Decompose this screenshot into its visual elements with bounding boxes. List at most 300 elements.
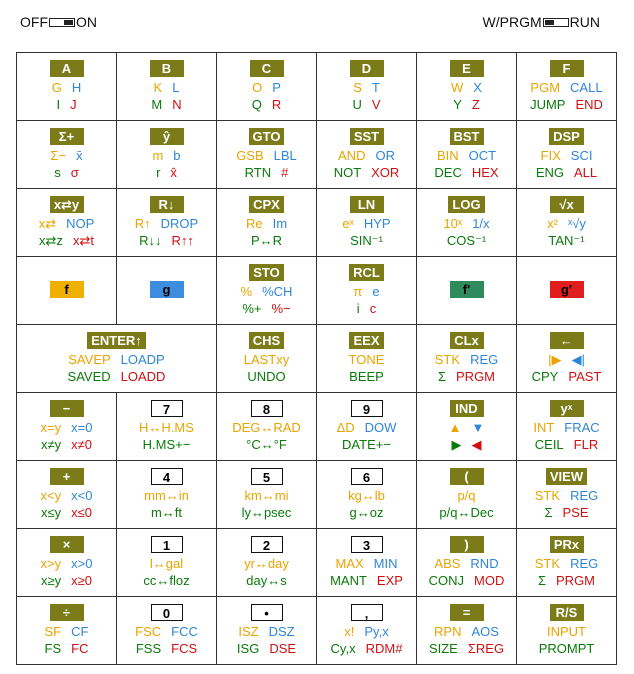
shifted-labels <box>548 351 585 368</box>
function-label: ◀ <box>471 437 482 452</box>
key-button[interactable]: g <box>150 281 184 298</box>
key-button[interactable]: CHS <box>249 332 284 349</box>
shifted-labels <box>68 351 164 368</box>
key-button[interactable]: 4 <box>151 468 183 485</box>
function-label: |▶ <box>548 352 562 367</box>
function-label: Z <box>471 97 480 112</box>
alt-labels <box>45 640 89 657</box>
alt-labels <box>246 572 286 589</box>
function-label: x̄ <box>76 148 83 163</box>
function-label: JUMP <box>530 97 566 112</box>
function-label: W <box>451 80 464 95</box>
function-label: Py,x <box>364 624 389 639</box>
function-label: TAN⁻¹ <box>548 233 585 248</box>
alt-labels <box>350 504 384 521</box>
function-label: ▶ <box>451 437 462 452</box>
shifted-labels <box>337 419 397 436</box>
key-button[interactable]: EEX <box>349 332 383 349</box>
function-label: ALL <box>574 165 598 180</box>
function-label: OR <box>375 148 395 163</box>
function-label: LBL <box>273 148 297 163</box>
function-label: s <box>54 165 61 180</box>
function-label: FSC <box>135 624 162 639</box>
function-label: x<0 <box>71 488 93 503</box>
function-label: H.MS+− <box>142 437 191 452</box>
function-label: p/q↔Dec <box>439 505 494 520</box>
function-label: H↔H.MS <box>139 420 194 435</box>
function-label: SIZE <box>428 641 458 656</box>
function-label: Σ <box>437 369 447 384</box>
alt-labels <box>350 232 383 249</box>
key-cell <box>17 393 117 461</box>
key-button[interactable]: CLx <box>450 332 484 349</box>
alt-labels <box>237 640 296 657</box>
key-cell <box>17 597 117 665</box>
key-cell <box>317 393 417 461</box>
alt-labels <box>251 232 282 249</box>
shifted-labels <box>144 487 189 504</box>
key-button[interactable]: 6 <box>351 468 383 485</box>
shifted-labels <box>45 623 89 640</box>
power-off-label: OFF <box>20 14 48 30</box>
key-button[interactable]: LN <box>350 196 384 213</box>
key-button[interactable]: √x <box>550 196 584 213</box>
key-button[interactable]: IND <box>450 400 484 417</box>
function-label: ISZ <box>238 624 259 639</box>
function-label: e <box>372 284 380 299</box>
function-label: DSE <box>269 641 297 656</box>
function-label: NOP <box>66 216 95 231</box>
function-label: S <box>353 80 362 95</box>
key-cell <box>517 393 617 461</box>
key-button[interactable]: ( <box>450 468 484 485</box>
shifted-labels <box>457 487 475 504</box>
key-button[interactable]: × <box>50 536 84 553</box>
key-cell <box>117 53 217 121</box>
key-cell <box>217 393 317 461</box>
key-cell <box>217 597 317 665</box>
key-button[interactable]: C <box>250 60 284 77</box>
key-cell <box>517 189 617 257</box>
function-label: R↓↓ <box>139 233 162 248</box>
function-label: P↔R <box>250 233 283 248</box>
key-button[interactable]: F <box>550 60 584 77</box>
shifted-labels <box>244 555 289 572</box>
key-cell <box>417 257 517 325</box>
function-label: Cy,x <box>330 641 356 656</box>
function-label: T <box>371 80 380 95</box>
shifted-labels <box>246 215 287 232</box>
key-cell <box>217 121 317 189</box>
shifted-labels <box>451 79 482 96</box>
function-label: ly↔psec <box>241 505 292 520</box>
mode-switch[interactable] <box>483 14 600 30</box>
function-label: PRGM <box>456 369 496 384</box>
key-cell <box>417 121 517 189</box>
key-cell <box>317 461 417 529</box>
alt-labels <box>143 436 191 453</box>
function-label: x≠0 <box>71 437 92 452</box>
key-button[interactable]: ) <box>450 536 484 553</box>
function-label: FCS <box>171 641 198 656</box>
key-button[interactable]: yˣ <box>550 400 584 417</box>
key-button[interactable]: GTO <box>249 128 285 145</box>
alt-labels <box>245 164 289 181</box>
alt-labels <box>539 640 595 657</box>
shifted-labels <box>353 79 380 96</box>
function-label: O <box>252 80 263 95</box>
function-label: g↔oz <box>349 505 384 520</box>
function-label: m↔ft <box>150 505 183 520</box>
shifted-labels <box>236 147 297 164</box>
function-label: SAVED <box>67 369 111 384</box>
shifted-labels <box>244 487 288 504</box>
alt-labels <box>536 164 597 181</box>
key-cell <box>117 189 217 257</box>
alt-labels <box>532 368 602 385</box>
shifted-labels <box>335 555 397 572</box>
key-button[interactable]: STO <box>249 264 284 281</box>
key-button[interactable]: ŷ <box>150 128 184 145</box>
function-label: CF <box>71 624 89 639</box>
key-cell <box>517 257 617 325</box>
function-label: σ <box>70 165 79 180</box>
key-button[interactable]: Σ+ <box>50 128 84 145</box>
alt-labels <box>246 436 287 453</box>
function-label: x⇄ <box>38 216 57 231</box>
function-label: Σ− <box>50 148 67 163</box>
shifted-labels <box>535 555 598 572</box>
alt-labels <box>151 96 181 113</box>
alt-labels <box>334 164 400 181</box>
function-label: FIX <box>540 148 561 163</box>
key-cell <box>317 529 417 597</box>
key-button[interactable]: g' <box>550 281 584 298</box>
key-cell <box>217 325 317 393</box>
function-label: day↔s <box>246 573 287 588</box>
key-cell <box>217 529 317 597</box>
function-label: mm↔in <box>144 488 189 503</box>
function-label: CPY <box>531 369 559 384</box>
function-label: CALL <box>570 80 603 95</box>
key-cell <box>417 325 517 393</box>
shifted-labels <box>443 215 489 232</box>
function-label: FRAC <box>564 420 600 435</box>
alt-labels <box>68 368 166 385</box>
shifted-labels <box>547 623 586 640</box>
function-label: NOT <box>333 165 362 180</box>
function-label: x² <box>547 216 558 231</box>
function-label: REG <box>570 556 599 571</box>
function-label: MIN <box>373 556 398 571</box>
function-label: LASTxy <box>243 352 290 367</box>
mode-switch-slider[interactable] <box>543 18 569 27</box>
alt-labels <box>434 164 498 181</box>
function-label: INT <box>533 420 555 435</box>
shifted-labels <box>530 79 602 96</box>
function-label: x≤0 <box>71 505 92 520</box>
key-button[interactable]: , <box>351 604 383 621</box>
key-button[interactable]: = <box>450 604 484 621</box>
function-label: Σ <box>537 573 547 588</box>
alt-labels <box>530 96 603 113</box>
function-label: b <box>173 148 181 163</box>
key-cell <box>517 597 617 665</box>
function-label: x=y <box>40 420 62 435</box>
shifted-labels <box>152 147 180 164</box>
function-label: P <box>272 80 281 95</box>
function-label: # <box>281 165 289 180</box>
key-cell <box>417 529 517 597</box>
function-label: Q <box>251 97 262 112</box>
key-button[interactable]: 7 <box>151 400 183 417</box>
key-button[interactable]: R↓ <box>150 196 184 213</box>
key-cell <box>17 257 117 325</box>
function-label: %CH <box>262 284 293 299</box>
shifted-labels <box>535 487 598 504</box>
key-button[interactable]: PRx <box>550 536 584 553</box>
key-button[interactable]: f <box>50 281 84 298</box>
alt-labels <box>357 300 376 317</box>
mode-prgm-label: W/PRGM <box>482 14 542 30</box>
key-button[interactable]: SST <box>350 128 384 145</box>
function-label: 1/x <box>472 216 490 231</box>
key-button[interactable]: 3 <box>351 536 383 553</box>
key-button[interactable]: f' <box>450 281 484 298</box>
alt-labels <box>41 572 92 589</box>
key-button[interactable]: 5 <box>251 468 283 485</box>
function-label: PSE <box>562 505 589 520</box>
function-label: c <box>369 301 377 316</box>
function-label: PAST <box>568 369 602 384</box>
shifted-labels <box>41 419 93 436</box>
function-label: cc↔floz <box>143 573 190 588</box>
function-label: HEX <box>471 165 499 180</box>
function-label: ΣREG <box>467 641 505 656</box>
key-button[interactable]: • <box>251 604 283 621</box>
power-switch[interactable] <box>20 14 97 30</box>
function-label: ΔD <box>336 420 355 435</box>
alt-labels <box>56 96 76 113</box>
key-cell <box>417 461 517 529</box>
key-button[interactable]: BST <box>450 128 484 145</box>
alt-labels <box>352 96 380 113</box>
function-label: x=0 <box>71 420 93 435</box>
function-label: x≥y <box>40 573 62 588</box>
function-label: x⇄t <box>72 233 94 248</box>
key-cell <box>517 121 617 189</box>
shifted-labels <box>541 147 593 164</box>
shifted-labels <box>232 419 301 436</box>
function-label: OCT <box>468 148 497 163</box>
shifted-labels <box>244 351 290 368</box>
shifted-labels <box>434 623 499 640</box>
shifted-labels <box>139 419 194 436</box>
alt-labels <box>447 232 486 249</box>
function-label: x! <box>344 624 355 639</box>
key-button[interactable]: 9 <box>351 400 383 417</box>
power-on-label: ON <box>76 14 97 30</box>
function-label: DOW <box>364 420 397 435</box>
key-button[interactable]: CPX <box>249 196 284 213</box>
keyboard-layout <box>16 52 617 665</box>
function-label: AND <box>338 148 366 163</box>
key-button[interactable]: ← <box>550 332 584 349</box>
alt-labels <box>439 504 493 521</box>
function-label: K <box>153 80 163 95</box>
function-label: Σ <box>544 505 553 520</box>
function-label: PGM <box>530 80 561 95</box>
function-label: MAX <box>335 556 364 571</box>
function-label: 10ˣ <box>443 216 463 231</box>
key-cell <box>217 189 317 257</box>
function-label: ˣ√y <box>567 216 586 231</box>
alt-labels <box>39 232 94 249</box>
function-label: L <box>172 80 180 95</box>
function-label: COS⁻¹ <box>446 233 487 248</box>
key-button[interactable]: LOG <box>448 196 484 213</box>
key-cell <box>517 325 617 393</box>
shifted-labels <box>150 555 183 572</box>
key-button[interactable]: RCL <box>349 264 384 281</box>
key-cell <box>317 597 417 665</box>
alt-labels <box>247 368 285 385</box>
key-button[interactable]: VIEW <box>546 468 587 485</box>
function-label: PRGM <box>556 573 596 588</box>
function-label: DROP <box>160 216 199 231</box>
function-label: UNDO <box>247 369 286 384</box>
function-label: x>0 <box>71 556 93 571</box>
function-label: MANT <box>330 573 367 588</box>
shifted-labels <box>533 419 599 436</box>
function-label: Im <box>272 216 288 231</box>
key-cell <box>417 53 517 121</box>
key-button[interactable]: x⇄y <box>50 196 84 213</box>
shifted-labels <box>135 215 198 232</box>
function-label: ▼ <box>471 420 485 435</box>
alt-labels <box>452 436 482 453</box>
function-label: CONJ <box>428 573 465 588</box>
alt-labels <box>544 504 588 521</box>
key-button[interactable]: 2 <box>251 536 283 553</box>
function-label: CEIL <box>534 437 564 452</box>
function-label: M <box>151 97 163 112</box>
function-label: %− <box>271 301 291 316</box>
function-label: DSZ <box>268 624 295 639</box>
alt-labels <box>242 504 292 521</box>
function-label: x⇄z <box>39 233 63 248</box>
mode-run-label: RUN <box>569 14 600 30</box>
key-button[interactable]: 8 <box>251 400 283 417</box>
shifted-labels <box>52 79 82 96</box>
function-label: RND <box>470 556 499 571</box>
key-button[interactable]: E <box>450 60 484 77</box>
key-cell <box>517 529 617 597</box>
function-label: END <box>575 97 603 112</box>
function-label: x>y <box>40 556 62 571</box>
key-button[interactable]: 1 <box>151 536 183 553</box>
alt-labels <box>331 640 403 657</box>
key-button[interactable]: 0 <box>151 604 183 621</box>
key-button[interactable]: B <box>150 60 184 77</box>
shifted-labels <box>353 283 379 300</box>
function-label: °C↔°F <box>246 437 287 452</box>
function-label: SAVEP <box>68 352 111 367</box>
shifted-labels <box>135 623 198 640</box>
alt-labels <box>41 436 92 453</box>
function-label: %+ <box>242 301 262 316</box>
alt-labels <box>252 96 282 113</box>
shifted-labels <box>241 283 293 300</box>
function-label: H <box>71 80 82 95</box>
shifted-labels <box>50 147 82 164</box>
key-button[interactable]: DSP <box>549 128 584 145</box>
key-button[interactable]: D <box>350 60 384 77</box>
function-label: Re <box>245 216 263 231</box>
function-label: m <box>152 148 164 163</box>
function-label: x̂ <box>170 165 177 180</box>
function-label: ◀| <box>571 352 585 367</box>
function-label: ISG <box>236 641 260 656</box>
key-cell <box>117 257 217 325</box>
function-label: R <box>271 97 282 112</box>
key-cell <box>517 461 617 529</box>
key-cell <box>317 121 417 189</box>
alt-labels <box>330 572 403 589</box>
function-label: N <box>172 97 182 112</box>
key-button[interactable]: ENTER↑ <box>87 332 146 349</box>
function-label: yr↔day <box>244 556 289 571</box>
key-button[interactable]: R/S <box>550 604 584 621</box>
shifted-labels <box>349 351 385 368</box>
function-label: % <box>240 284 253 299</box>
function-label: HYP <box>363 216 391 231</box>
key-cell <box>117 597 217 665</box>
function-label: REG <box>470 352 499 367</box>
key-button[interactable]: − <box>50 400 84 417</box>
power-switch-slider[interactable] <box>49 18 75 27</box>
key-cell <box>317 53 417 121</box>
alt-labels <box>429 572 505 589</box>
alt-labels <box>453 96 480 113</box>
function-label: DEC <box>434 165 462 180</box>
alt-labels <box>538 572 595 589</box>
function-label: FC <box>71 641 89 656</box>
shifted-labels <box>434 555 498 572</box>
function-label: RPN <box>434 624 462 639</box>
function-label: eˣ <box>342 216 354 231</box>
function-label: J <box>70 97 77 112</box>
function-label: BEEP <box>349 369 384 384</box>
function-label: RTN <box>244 165 272 180</box>
function-label: DATE+− <box>342 437 391 452</box>
key-button[interactable]: A <box>50 60 84 77</box>
shifted-labels <box>437 147 496 164</box>
function-label: l↔gal <box>149 556 184 571</box>
function-label: Y <box>453 97 462 112</box>
function-label: SF <box>44 624 62 639</box>
shifted-labels <box>338 147 395 164</box>
key-cell <box>117 529 217 597</box>
key-button[interactable]: ÷ <box>50 604 84 621</box>
shifted-labels <box>449 419 485 436</box>
key-button[interactable]: + <box>50 468 84 485</box>
key-cell <box>417 393 517 461</box>
function-label: ENG <box>535 165 565 180</box>
function-label: V <box>371 97 381 112</box>
key-cell <box>17 121 117 189</box>
shifted-labels <box>41 487 93 504</box>
